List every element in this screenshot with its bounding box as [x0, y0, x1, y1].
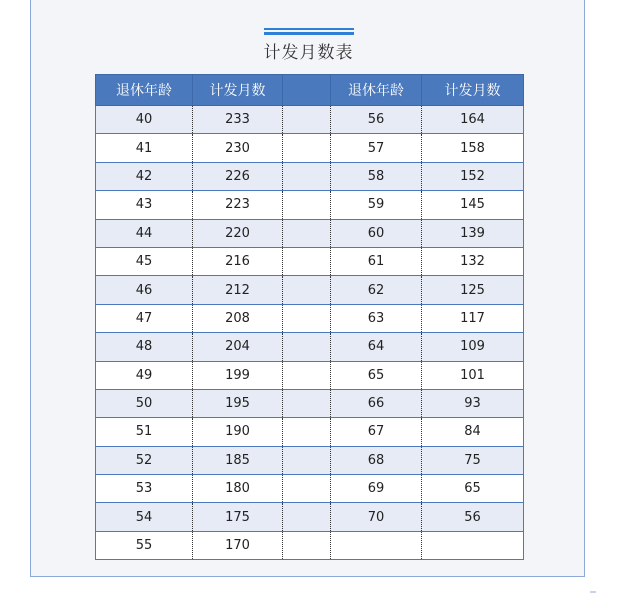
table-row [96, 531, 524, 559]
title-decoration-line-top [264, 28, 354, 30]
cell-months-left: 226 [193, 162, 283, 190]
cell-months-right: 75 [422, 446, 524, 474]
cell-months-left: 233 [193, 106, 283, 134]
cell-retire-age-right: 63 [331, 304, 422, 332]
cell-spacer [283, 361, 331, 389]
cell-spacer [283, 333, 331, 361]
cell-retire-age-right: 56 [331, 106, 422, 134]
cell-spacer [283, 531, 331, 559]
cell-retire-age-left: 55 [96, 531, 193, 559]
cell-retire-age-left: 42 [96, 162, 193, 190]
cell-spacer [283, 503, 331, 531]
table-row [96, 191, 524, 219]
cell-retire-age-right: 65 [331, 361, 422, 389]
cell-retire-age-right: 60 [331, 219, 422, 247]
table-row [96, 304, 524, 332]
cell-months-right: 139 [422, 219, 524, 247]
cell-months-right: 152 [422, 162, 524, 190]
cell-months-left: 223 [193, 191, 283, 219]
cell-months-left: 185 [193, 446, 283, 474]
cell-retire-age-right: 57 [331, 134, 422, 162]
table-row [96, 333, 524, 361]
cell-spacer [283, 219, 331, 247]
cell-retire-age-left: 45 [96, 247, 193, 275]
cell-months-right [422, 531, 524, 559]
cell-retire-age-right: 69 [331, 475, 422, 503]
cell-months-left: 199 [193, 361, 283, 389]
cell-months-right: 109 [422, 333, 524, 361]
table-row [96, 361, 524, 389]
cell-months-right: 132 [422, 247, 524, 275]
table-row [96, 162, 524, 190]
cell-retire-age-left: 47 [96, 304, 193, 332]
cell-spacer [283, 446, 331, 474]
table-row [96, 418, 524, 446]
table-row [96, 389, 524, 417]
cell-months-left: 216 [193, 247, 283, 275]
cell-months-right: 56 [422, 503, 524, 531]
cell-retire-age-left: 46 [96, 276, 193, 304]
cell-months-left: 170 [193, 531, 283, 559]
page-title: 计发月数表 [263, 43, 354, 63]
cell-months-left: 212 [193, 276, 283, 304]
cell-retire-age-right: 70 [331, 503, 422, 531]
cell-months-left: 175 [193, 503, 283, 531]
table-row [96, 446, 524, 474]
table-row [96, 247, 524, 275]
cell-spacer [283, 191, 331, 219]
header-retire-age-left: 退休年龄 [96, 75, 193, 106]
cell-months-left: 208 [193, 304, 283, 332]
cell-retire-age-left: 40 [96, 106, 193, 134]
cell-months-right: 84 [422, 418, 524, 446]
table-row [96, 276, 524, 304]
table-body [96, 106, 524, 560]
header-months-right: 计发月数 [422, 75, 524, 106]
corner-mark [590, 591, 596, 593]
cell-months-right: 158 [422, 134, 524, 162]
cell-months-left: 204 [193, 333, 283, 361]
cell-months-left: 195 [193, 389, 283, 417]
table-row [96, 475, 524, 503]
cell-months-left: 190 [193, 418, 283, 446]
cell-retire-age-left: 53 [96, 475, 193, 503]
title-decoration [264, 28, 354, 35]
cell-retire-age-left: 41 [96, 134, 193, 162]
cell-spacer [283, 106, 331, 134]
title-decoration-line-bottom [264, 32, 354, 35]
table-row [96, 106, 524, 134]
header-retire-age-right: 退休年龄 [331, 75, 422, 106]
cell-retire-age-right: 59 [331, 191, 422, 219]
cell-months-right: 93 [422, 389, 524, 417]
cell-months-right: 101 [422, 361, 524, 389]
cell-spacer [283, 418, 331, 446]
table-row [96, 134, 524, 162]
cell-retire-age-left: 49 [96, 361, 193, 389]
cell-retire-age-right: 61 [331, 247, 422, 275]
cell-retire-age-left: 51 [96, 418, 193, 446]
cell-months-right: 145 [422, 191, 524, 219]
cell-months-right: 117 [422, 304, 524, 332]
cell-months-right: 164 [422, 106, 524, 134]
cell-retire-age-right: 58 [331, 162, 422, 190]
table-header-row [96, 75, 524, 106]
cell-spacer [283, 276, 331, 304]
cell-retire-age-left: 52 [96, 446, 193, 474]
cell-retire-age-left: 43 [96, 191, 193, 219]
cell-retire-age-left: 48 [96, 333, 193, 361]
cell-spacer [283, 162, 331, 190]
table-row [96, 503, 524, 531]
cell-retire-age-right: 62 [331, 276, 422, 304]
cell-spacer [283, 304, 331, 332]
header-months-left: 计发月数 [193, 75, 283, 106]
months-table [95, 74, 524, 560]
cell-retire-age-left: 54 [96, 503, 193, 531]
cell-retire-age-left: 50 [96, 389, 193, 417]
cell-months-right: 65 [422, 475, 524, 503]
cell-spacer [283, 134, 331, 162]
header-spacer [283, 75, 331, 106]
cell-months-left: 230 [193, 134, 283, 162]
cell-spacer [283, 247, 331, 275]
cell-months-right: 125 [422, 276, 524, 304]
cell-retire-age-right: 68 [331, 446, 422, 474]
cell-retire-age-right: 64 [331, 333, 422, 361]
cell-retire-age-right [331, 531, 422, 559]
cell-retire-age-right: 67 [331, 418, 422, 446]
cell-retire-age-left: 44 [96, 219, 193, 247]
cell-spacer [283, 475, 331, 503]
cell-months-left: 220 [193, 219, 283, 247]
cell-spacer [283, 389, 331, 417]
cell-months-left: 180 [193, 475, 283, 503]
table-row [96, 219, 524, 247]
cell-retire-age-right: 66 [331, 389, 422, 417]
content-frame [30, 0, 585, 577]
